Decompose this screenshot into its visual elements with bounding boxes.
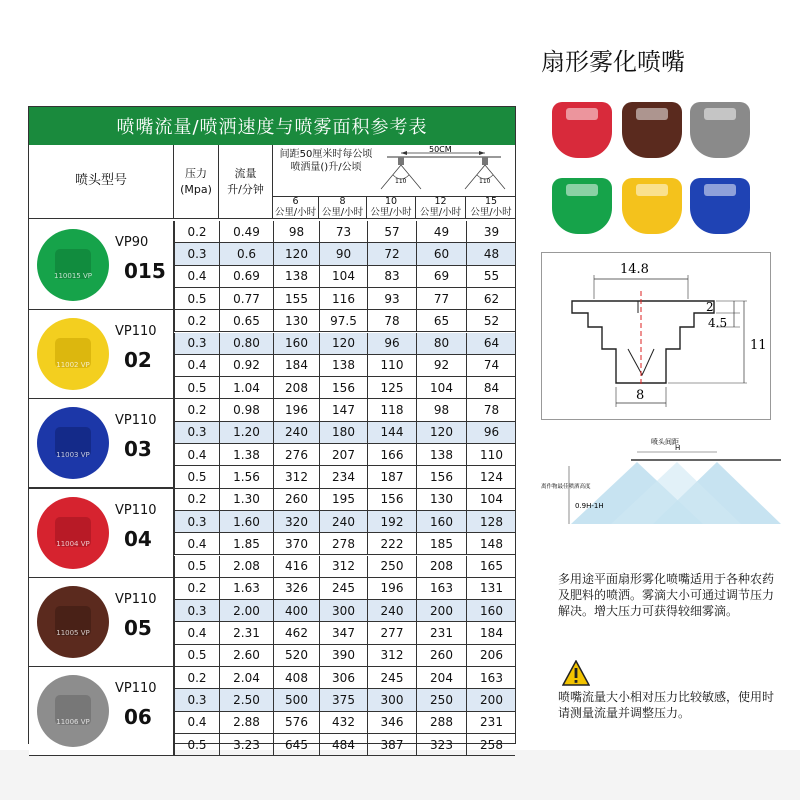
table-cell: 110 [466,444,516,465]
fan-range-label: 0.9H-1H [575,502,604,510]
table-cell: 74 [466,355,516,376]
warning-icon [562,660,590,686]
fan-h-label: H [675,444,681,452]
nozzle-image [37,675,109,747]
header-pressure-label: 压力 [185,166,207,180]
table-cell: 204 [416,667,466,688]
angle-label-left: 110 [395,178,407,185]
table-cell: 0.69 [219,266,273,287]
table-cell: 69 [416,266,466,287]
nozzle-size: 04 [124,526,152,551]
table-cell: 3.23 [219,734,273,755]
table-cell: 2.60 [219,645,273,666]
table-cell: 180 [319,422,367,443]
table-cell: 250 [367,556,416,577]
table-cell: 165 [466,556,516,577]
table-cell: 206 [466,645,516,666]
table-cell: 104 [466,489,516,510]
header-flow [219,145,273,219]
table-cell: 208 [416,556,466,577]
nozzle-group [29,667,174,756]
usage-note: 喷嘴流量大小相对压力比较敏感，使用时请测量流量并调整压力。 [558,690,775,720]
table-cell: 312 [367,645,416,666]
table-cell: 0.80 [219,333,273,354]
table-cell: 2.00 [219,600,273,621]
table-cell: 1.30 [219,489,273,510]
speed-12: 12 公里/小时 [416,197,466,219]
table-cell: 0.3 [174,243,219,264]
table-cell: 0.5 [174,734,219,755]
table-cell: 277 [367,622,416,643]
table-cell: 0.4 [174,444,219,465]
table-cell: 184 [466,622,516,643]
table-cell: 500 [273,689,319,710]
table-cell: 0.5 [174,466,219,487]
table-cell: 370 [273,533,319,554]
table-cell: 0.5 [174,645,219,666]
table-cell: 39 [466,221,516,242]
table-cell: 240 [367,600,416,621]
table-cell: 258 [466,734,516,755]
nozzle-image [37,497,109,569]
nozzle-group [29,399,174,488]
table-cell: 300 [319,600,367,621]
table-cell: 80 [416,333,466,354]
table-cell: 0.4 [174,266,219,287]
nozzle-group [29,221,174,310]
spray-pattern-diagram [541,438,785,546]
table-cell: 207 [319,444,367,465]
table-cell: 130 [273,310,319,331]
table-cell: 1.85 [219,533,273,554]
table-cell: 96 [367,333,416,354]
table-cell: 520 [273,645,319,666]
table-cell: 60 [416,243,466,264]
table-cell: 484 [319,734,367,755]
table-cell: 1.63 [219,578,273,599]
table-cell: 231 [416,622,466,643]
dim-bottom: 8 [636,388,645,403]
cap-green [552,178,612,234]
table-cell: 312 [273,466,319,487]
nozzle-model: VP110 [115,324,157,340]
nozzle-model: VP90 [115,235,149,250]
table-cell: 98 [416,399,466,420]
table-cell: 0.4 [174,533,219,554]
spacing-label: 50CM [429,145,452,154]
table-cell: 84 [466,377,516,398]
table-cell: 196 [273,399,319,420]
table-cell: 0.5 [174,556,219,577]
table-cell: 0.92 [219,355,273,376]
table-cell: 138 [273,266,319,287]
table-cell: 0.4 [174,622,219,643]
cap-blue [690,178,750,234]
cap-grey [690,102,750,158]
table-cell: 77 [416,288,466,309]
table-cell: 0.5 [174,377,219,398]
table-cell: 576 [273,712,319,733]
speed-15: 15 公里/小时 [466,197,516,219]
nozzle-size: 015 [124,259,166,283]
nozzle-image [37,318,109,390]
table-cell: 160 [466,600,516,621]
table-cell: 0.3 [174,600,219,621]
table-cell: 163 [466,667,516,688]
header-pressure-unit: (Mpa) [180,182,212,196]
nozzle-model: VP110 [115,413,157,429]
dim-b: 4.5 [708,316,728,330]
nozzle-group [29,578,174,667]
table-cell: 97.5 [319,310,367,331]
table-cell: 93 [367,288,416,309]
header-pressure [174,145,219,219]
table-cell: 0.3 [174,333,219,354]
table-cell: 278 [319,533,367,554]
nozzle-image [37,586,109,658]
nozzle-model: VP110 [115,591,157,607]
table-cell: 92 [416,355,466,376]
table-cell: 0.2 [174,578,219,599]
table-cell: 260 [416,645,466,666]
table-cell: 78 [466,399,516,420]
table-cell: 0.98 [219,399,273,420]
table-cell: 120 [416,422,466,443]
table-cell: 64 [466,333,516,354]
speed-8: 8 公里/小时 [319,197,367,219]
table-cell: 0.2 [174,221,219,242]
nozzle-brand: 11004 VP [56,539,90,548]
table-cell: 156 [367,489,416,510]
table-cell: 52 [466,310,516,331]
table-cell: 78 [367,310,416,331]
table-cell: 73 [319,221,367,242]
product-title: 扇形雾化喷嘴 [541,48,685,76]
table-cell: 195 [319,489,367,510]
table-cell: 245 [367,667,416,688]
nozzle-image [37,229,109,301]
table-cell: 148 [466,533,516,554]
table-cell: 276 [273,444,319,465]
table-title: 喷嘴流量/喷洒速度与喷雾面积参考表 [29,107,515,145]
table-cell: 98 [273,221,319,242]
table-cell: 124 [466,466,516,487]
table-cell: 83 [367,266,416,287]
table-cell: 96 [466,422,516,443]
table-cell: 416 [273,556,319,577]
table-cell: 2.31 [219,622,273,643]
table-cell: 0.2 [174,399,219,420]
table-cell: 62 [466,288,516,309]
table-cell: 390 [319,645,367,666]
table-cell: 72 [367,243,416,264]
table-cell: 49 [416,221,466,242]
table-cell: 0.5 [174,288,219,309]
speed-10: 10 公里/小时 [367,197,416,219]
table-cell: 147 [319,399,367,420]
table-cell: 185 [416,533,466,554]
table-cell: 166 [367,444,416,465]
cap-brown [622,102,682,158]
table-cell: 387 [367,734,416,755]
header-flow-label: 流量 [234,166,257,180]
table-cell: 326 [273,578,319,599]
dim-c: 11 [750,338,767,353]
dim-a: 2 [706,300,714,314]
table-cell: 156 [416,466,466,487]
nozzle-size: 05 [124,615,152,640]
table-cell: 250 [416,689,466,710]
spray-spacing-diagram [373,145,513,197]
nozzle-section-svg [542,253,772,421]
table-cell: 2.88 [219,712,273,733]
table-cell: 187 [367,466,416,487]
fan-spacing-label: 喷头间距 [651,438,679,446]
table-cell: 222 [367,533,416,554]
table-cell: 160 [273,333,319,354]
table-cell: 288 [416,712,466,733]
table-cell: 0.65 [219,310,273,331]
nozzle-brand: 11002 VP [56,361,90,370]
table-cell: 0.77 [219,288,273,309]
nozzle-size: 06 [124,705,152,729]
header-nozzle-type: 喷头型号 [29,145,174,219]
table-cell: 2.04 [219,667,273,688]
header-flow-unit: 升/分钟 [227,182,264,196]
spray-pattern-svg [541,438,785,546]
table-cell: 408 [273,667,319,688]
table-cell: 1.04 [219,377,273,398]
cap-yellow [622,178,682,234]
table-cell: 130 [416,489,466,510]
table-cell: 234 [319,466,367,487]
table-cell: 320 [273,511,319,532]
speed-6: 6 公里/小时 [273,197,319,219]
table-cell: 1.20 [219,422,273,443]
table-cell: 155 [273,288,319,309]
table-cell: 90 [319,243,367,264]
nozzle-size: 02 [124,348,152,373]
table-cell: 645 [273,734,319,755]
table-cell: 306 [319,667,367,688]
dimension-drawing [541,252,771,420]
table-cell: 0.3 [174,689,219,710]
nozzle-model: VP110 [115,502,157,518]
table-cell: 131 [466,578,516,599]
table-cell: 346 [367,712,416,733]
table-cell: 184 [273,355,319,376]
table-cell: 300 [367,689,416,710]
table-cell: 65 [416,310,466,331]
table-cell: 55 [466,266,516,287]
table-cell: 138 [319,355,367,376]
table-cell: 231 [466,712,516,733]
header-spray-volume [273,145,516,197]
table-cell: 104 [319,266,367,287]
table-cell: 0.2 [174,667,219,688]
table-cell: 120 [273,243,319,264]
table-cell: 1.38 [219,444,273,465]
table-cell: 128 [466,511,516,532]
nozzle-group [29,489,174,578]
table-cell: 163 [416,578,466,599]
bottom-band [0,750,800,800]
table-cell: 2.08 [219,556,273,577]
table-cell: 160 [416,511,466,532]
table-cell: 192 [367,511,416,532]
table-cell: 323 [416,734,466,755]
reference-table [28,106,516,752]
table-cell: 120 [319,333,367,354]
table-cell: 0.2 [174,489,219,510]
table-cell: 1.56 [219,466,273,487]
table-cell: 400 [273,600,319,621]
table-cell: 144 [367,422,416,443]
table-cell: 196 [367,578,416,599]
table-cell: 116 [319,288,367,309]
table-cell: 260 [273,489,319,510]
table-cell: 245 [319,578,367,599]
table-cell: 2.50 [219,689,273,710]
table-cell: 0.3 [174,422,219,443]
table-cell: 200 [466,689,516,710]
table-cell: 125 [367,377,416,398]
nozzle-model: VP110 [115,681,157,696]
header-spray-volume-label: 间距50厘米时每公顷喷洒量()升/公顷 [279,149,373,173]
table-cell: 0.4 [174,712,219,733]
fan-side-label: 离作物最佳喷洒高度 [541,484,591,490]
dim-top: 14.8 [620,262,649,277]
nozzle-brand: 11005 VP [56,628,90,637]
table-cell: 208 [273,377,319,398]
table-cell: 110 [367,355,416,376]
table-cell: 104 [416,377,466,398]
table-cell: 462 [273,622,319,643]
product-description: 多用途平面扇形雾化喷嘴适用于各种农药及肥料的喷洒。雾滴大小可通过调节压力解决。增大压力可获得较细雾滴。 [558,572,775,618]
nozzle-size: 03 [124,437,152,462]
table-cell: 432 [319,712,367,733]
table-cell: 0.3 [174,511,219,532]
table-cell: 240 [319,511,367,532]
table-cell: 156 [319,377,367,398]
table-cell: 57 [367,221,416,242]
table-cell: 48 [466,243,516,264]
table-cell: 0.49 [219,221,273,242]
cap-red [552,102,612,158]
nozzle-group [29,310,174,399]
table-cell: 312 [319,556,367,577]
angle-label-right: 110 [479,178,491,185]
table-cell: 375 [319,689,367,710]
nozzle-brand: 11003 VP [56,450,90,459]
table-cell: 200 [416,600,466,621]
table-cell: 0.6 [219,243,273,264]
table-cell: 240 [273,422,319,443]
nozzle-brand: 11006 VP [56,718,90,727]
table-cell: 118 [367,399,416,420]
table-cell: 138 [416,444,466,465]
table-cell: 0.4 [174,355,219,376]
nozzle-image [37,407,109,479]
table-cell: 1.60 [219,511,273,532]
table-cell: 347 [319,622,367,643]
nozzle-brand: 110015 VP [54,272,92,281]
table-cell: 0.2 [174,310,219,331]
